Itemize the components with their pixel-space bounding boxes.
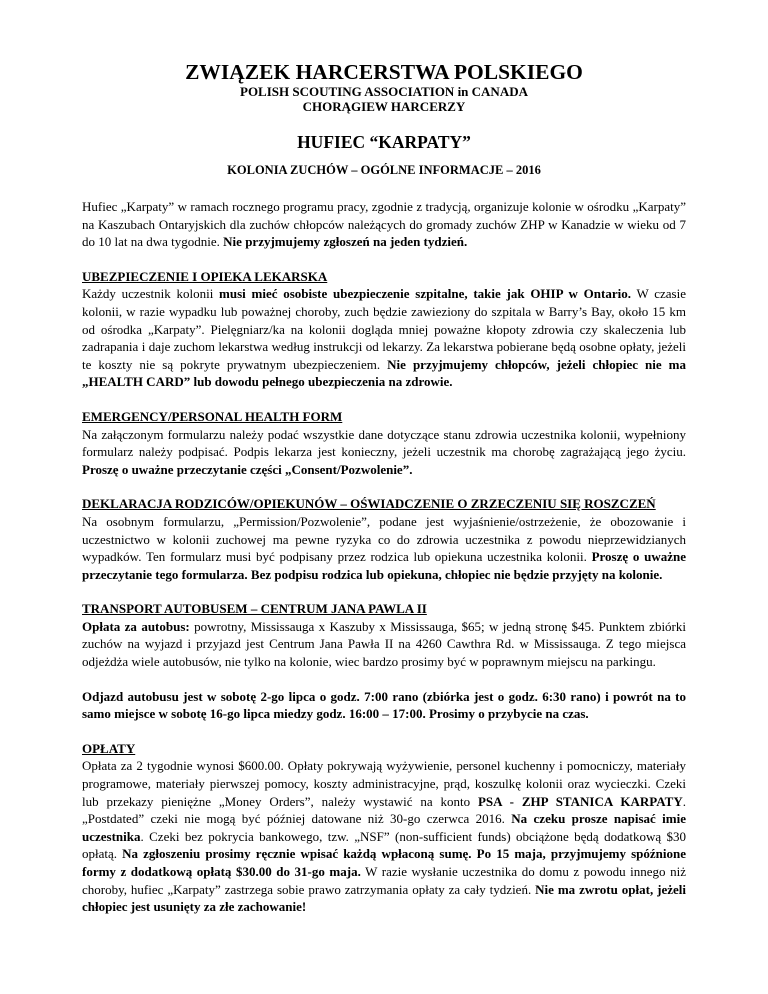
fees-bold-4: Nie ma zwrotu opłat, jeżeli chłopiec jest usunięty za złe zachowanie!	[82, 881, 687, 915]
section-title-fees: OPŁATY	[82, 740, 136, 756]
declaration-paragraph	[82, 513, 686, 583]
insurance-text-1: Każdy uczestnik kolonii	[82, 286, 220, 302]
fees-bold-2: Na czeku prosze napisać imie uczestnika	[82, 811, 687, 844]
fees-text-2: . „Postdated” czeki nie mogą być później datowane niż 30-go czerwca 2016.	[82, 793, 686, 827]
org-title: ZWIĄZEK HARCERSTWA POLSKIEGO	[185, 60, 583, 84]
section-insurance	[82, 268, 686, 391]
section-declaration	[82, 495, 686, 583]
section-fees	[82, 740, 686, 916]
intro-paragraph	[82, 198, 686, 251]
intro-text: Hufiec „Karpaty” w ramach rocznego programu pracy, zgodnie z tradycją, organizuje kolonie w ośrodku „Karpaty” na Kaszubach Ontaryjskich dla zuchów chłopców należących do gromady zuchów ZHP w Kanadzie w wieku od 7 do 10 lat na dwa tygodnie.	[82, 199, 686, 250]
intro-bold-text: Nie przyjmujemy zgłoszeń na jeden tydzień.	[223, 234, 468, 250]
org-subtitle: POLISH SCOUTING ASSOCIATION in CANADA	[240, 84, 528, 99]
insurance-paragraph	[82, 285, 686, 391]
transport-text-1: powrotny, Mississauga x Kaszuby x Mississauga, $65; w jedną stronę $45. Punktem zbiórki zuchów na wyjazd i przyjazd jest Centrum Jana Pawła II na 4260 Cawthra Rd. w Mississauga. Z tego miejsca odjeżdża wiele autobusów, nie tylko na kolonie, wiec bardzo prosimy być w poprawnym miejscu na parkingu.	[82, 618, 686, 670]
fees-text-1: Opłata za 2 tygodnie wynosi $600.00. Opłaty pokrywają wyżywienie, personel kuchenny i pomocniczy, materiały programowe, materiały pierwszej pomocy, koszty administracyjne, prąd, koszulkę kolonii oraz wycieczki. Czeki lub przekazy pieniężne „Money Orders”, należy wystawić na konto	[82, 758, 686, 809]
section-transport	[82, 600, 686, 723]
health-form-paragraph	[82, 426, 686, 479]
transport-bold-1: Opłata za autobus:	[82, 618, 190, 634]
document-title: KOLONIA ZUCHÓW – OGÓLNE INFORMACJE – 2016	[227, 163, 541, 177]
section-title-insurance: UBEZPIECZENIE I OPIEKA LEKARSKA	[82, 268, 328, 284]
section-title-declaration: DEKLARACJA RODZICÓW/OPIEKUNÓW – OŚWIADCZENIE O ZRZECZENIU SIĘ ROSZCZEŃ	[82, 496, 656, 512]
insurance-bold-1: musi mieć osobiste ubezpieczenie szpitalne, takie jak OHIP w Ontario.	[219, 286, 631, 302]
section-title-health-form: EMERGENCY/PERSONAL HEALTH FORM	[82, 408, 343, 424]
fees-text-4: W razie wysłanie uczestnika do domu z powodu innego niż choroby, hufiec „Karpaty” zastrzega sobie prawo zatrzymania opłaty za cały tydzień.	[82, 864, 686, 897]
declaration-text-1: Na osobnym formularzu, „Permission/Pozwolenie”, podane jest wyjaśnienie/ostrzeżenie, że obozowanie i uczestnictwo w kolonii zuchowej ma pewne ryzyka co do zdrowia uczestnika z powodu nieprzewidzianych wypadków. Ten formularz musi być podpisany przez rodzica lub opiekuna uczestnika kolonii.	[82, 513, 686, 565]
health-form-bold-1: Proszę o uważne przeczytanie części „Consent/Pozwolenie”.	[82, 461, 413, 477]
document-header	[82, 60, 686, 178]
transport-paragraph	[82, 618, 686, 671]
health-form-text-1: Na załączonym formularzu należy podać wszystkie dane dotyczące stanu zdrowia uczestnika kolonii, wypełniony formularz należy podpisać. Podpis lekarza jest konieczny, jeżeli uczestnik ma chorobę zagrażającą jego życiu.	[82, 426, 686, 460]
transport-bold-2: Odjazd autobusu jest w sobotę 2-go lipca o godz. 7:00 rano (zbiórka jest o godz. 6:30 rano) i powrót na to samo miejsce w sobotę 16-go lipca miedzy godz. 16:00 – 17:00. Prosimy o przybycie na czas.	[82, 688, 686, 722]
insurance-bold-2: Nie przyjmujemy chłopców, jeżeli chłopiec nie ma „HEALTH CARD” lub dowodu pełnego ubezpieczenia na zdrowie.	[82, 356, 687, 390]
fees-bold-3: Na zgłoszeniu prosimy ręcznie wpisać każdą wpłaconą sumę. Po 15 maja, przyjmujemy spóźnione formy z dodatkową opłatą $30.00 do 31-go maja.	[82, 846, 686, 879]
section-health-form	[82, 408, 686, 478]
fees-text-3: . Czeki bez pokrycia bankowego, tzw. „NSF” (non-sufficient funds) obciążone będą dodatkową $30 opłatą.	[82, 828, 686, 862]
section-title-transport: TRANSPORT AUTOBUSEM – CENTRUM JANA PAWLA II	[82, 601, 427, 617]
fees-bold-1: PSA - ZHP STANICA KARPATY	[477, 793, 683, 809]
insurance-text-2: W czasie kolonii, w razie wypadku lub poważnej choroby, zuch będzie zawieziony do szpitala w Barry’s Bay, około 15 km od ośrodka „Karpaty”. Pielęgniarz/ka na kolonii dogląda mniej poważne kłopoty zdrowia czy skaleczenia lub zadrapania i daje zuchom lekarstwa według instrukcji od lekarzy. Za lekarstwa pobierane będą osobne opłaty, jeżeli te koszty nie są pokryte prywatnym ubezpieczeniem.	[82, 286, 686, 372]
unit-title: HUFIEC “KARPATY”	[297, 132, 471, 152]
fees-paragraph	[82, 757, 686, 915]
declaration-bold-1: Proszę o uważne przeczytanie tego formularza. Bez podpisu rodzica lub opiekuna, chłopiec nie będzie przyjęty na kolonie.	[82, 549, 686, 582]
org-division: CHORĄGIEW HARCERZY	[302, 99, 466, 114]
transport-departure-paragraph	[82, 688, 686, 723]
